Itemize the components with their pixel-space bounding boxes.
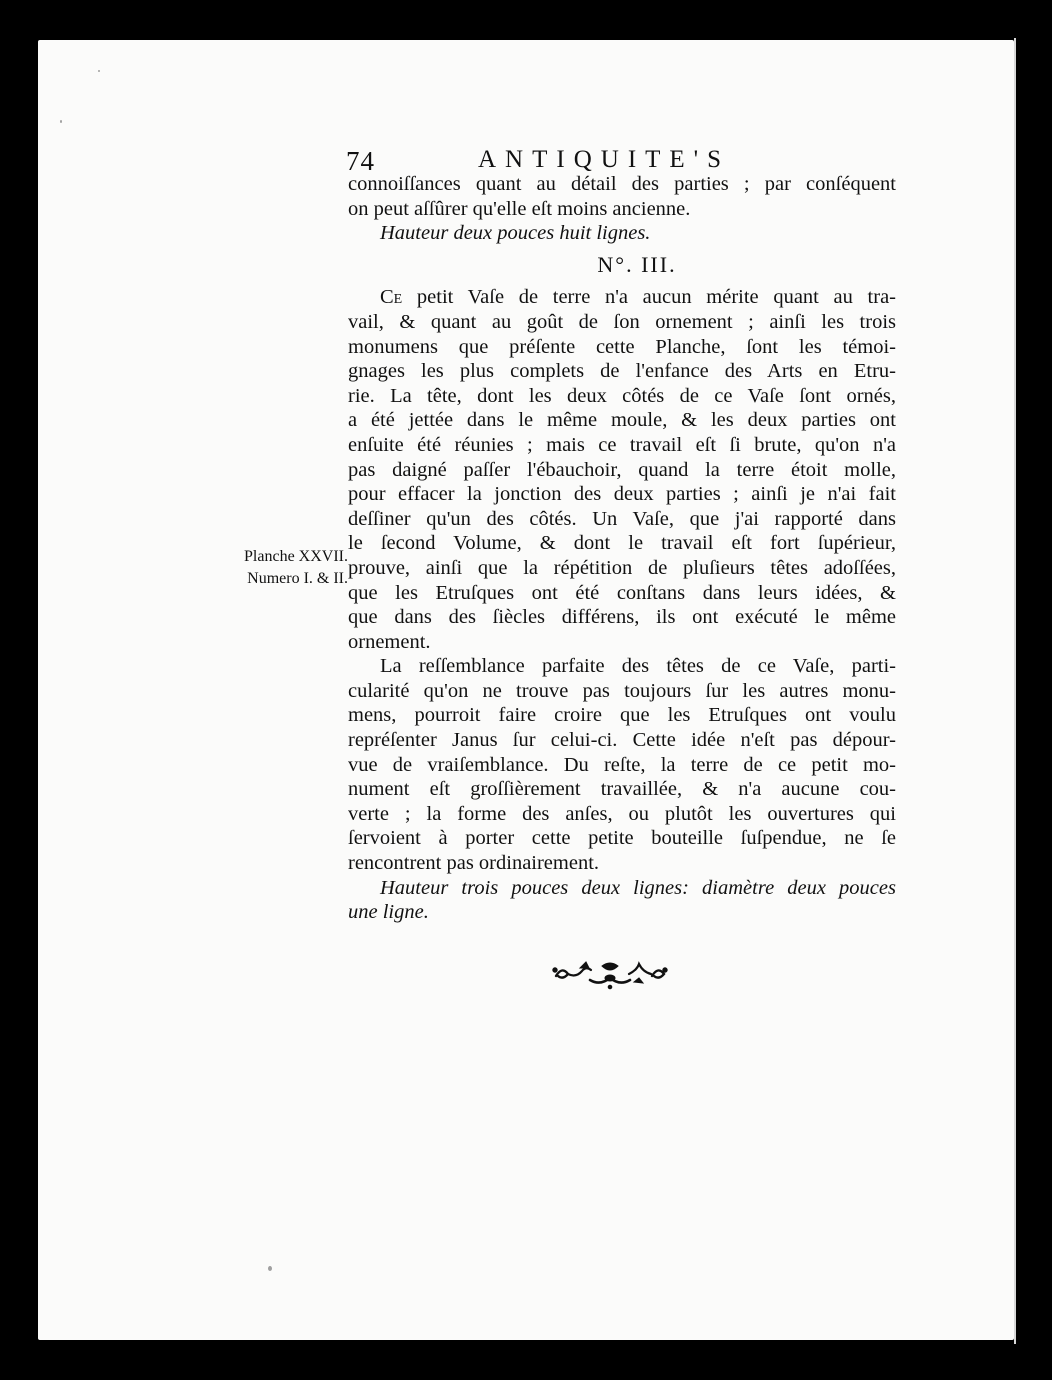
- measurement-note: Hauteur trois pouces deux lignes: diamètre deux pouces: [380, 876, 896, 899]
- margin-note-plate: Planche XXVII.: [244, 548, 348, 565]
- running-title: ANTIQUITE'S: [478, 146, 731, 173]
- paragraph-line: que les Etruſques ont été conſtans dans leurs idées, &: [348, 581, 896, 604]
- paragraph-line: La reſſemblance parfaite des têtes de ce Vaſe, parti-: [380, 655, 896, 678]
- paragraph-line: vail, & quant au goût de ſon ornement ; ainſi les trois: [348, 310, 896, 333]
- paragraph-line: le ſecond Volume, & dont le travail eſt fort ſupérieur,: [348, 532, 896, 555]
- paragraph-line: nument eſt groſſièrement travaillée, & n'a aucune cou-: [348, 778, 896, 801]
- paragraph-lead-word: Ce: [380, 286, 403, 309]
- paragraph-line: vue de vraiſemblance. Du reſte, la terre de ce petit mo-: [348, 753, 896, 776]
- paragraph-line: [348, 285, 896, 310]
- scan-speckle: [60, 120, 62, 123]
- paragraph-line: gnages les plus complets de l'enfance des Arts en Etru-: [348, 360, 896, 383]
- paragraph-line: cularité qu'on ne trouve pas toujours ſur les autres monu-: [348, 679, 896, 702]
- paragraph-line: a été jettée dans le même moule, & les deux parties ont: [348, 409, 896, 432]
- paragraph-line: pour effacer la jonction des deux parties ; ainſi je n'ai fait: [348, 483, 896, 506]
- paragraph-line: enſuite été réunies ; mais ce travail eſt ſi brute, qu'on n'a: [348, 433, 896, 456]
- paragraph-line: monumens que préſente cette Planche, ſont les témoi-: [348, 335, 896, 358]
- margin-note: [208, 546, 348, 590]
- paragraph-line: ornement.: [348, 630, 431, 653]
- paragraph-line: que dans des ſiècles différens, ils ont exécuté le même: [348, 606, 896, 629]
- body-text: [348, 172, 896, 925]
- page-edge: [1014, 38, 1030, 1344]
- paragraph-line: repréſenter Janus ſur celui-ci. Cette idée n'eſt pas dépour-: [348, 729, 896, 752]
- paragraph-line: prouve, ainſi que la répétition de pluſieurs têtes adoſſées,: [348, 556, 896, 579]
- paragraph-line: pas daigné paſſer l'ébauchoir, quand la terre étoit molle,: [348, 458, 896, 481]
- paragraph-line-text: petit Vaſe de terre n'a aucun mérite quant au tra-: [416, 286, 896, 309]
- continuation-line: connoiſſances quant au détail des parties ; par conſéquent: [348, 173, 896, 195]
- paragraph-line: verte ; la forme des anſes, ou plutôt les ouvertures qui: [348, 802, 896, 825]
- paragraph-line: rencontrent pas ordinairement.: [348, 852, 600, 875]
- page-number: 74: [346, 146, 375, 176]
- paragraph-line: ſervoient à porter cette petite bouteille ſuſpendue, ne ſe: [348, 827, 896, 850]
- measurement-note: une ligne.: [348, 901, 429, 924]
- continuation-line: on peut aſſûrer qu'elle eſt moins ancienne.: [348, 197, 691, 220]
- paragraph-line: rie. La tête, dont les deux côtés de ce Vaſe ſont ornés,: [348, 384, 896, 407]
- measurement-note: Hauteur deux pouces huit lignes.: [380, 222, 651, 245]
- scan-speckle: [98, 70, 100, 72]
- printers-fleuron-icon: [550, 956, 670, 992]
- scan-speckle: [268, 1266, 272, 1271]
- paragraph-line: mens, pourroit faire croire que les Etruſques ont voulu: [348, 704, 896, 727]
- paragraph-line: deſſiner qu'un des côtés. Un Vaſe, que j'ai rapporté dans: [348, 507, 896, 530]
- margin-note-number: Numero I. & II.: [247, 570, 348, 587]
- section-heading: N°. III.: [597, 251, 677, 277]
